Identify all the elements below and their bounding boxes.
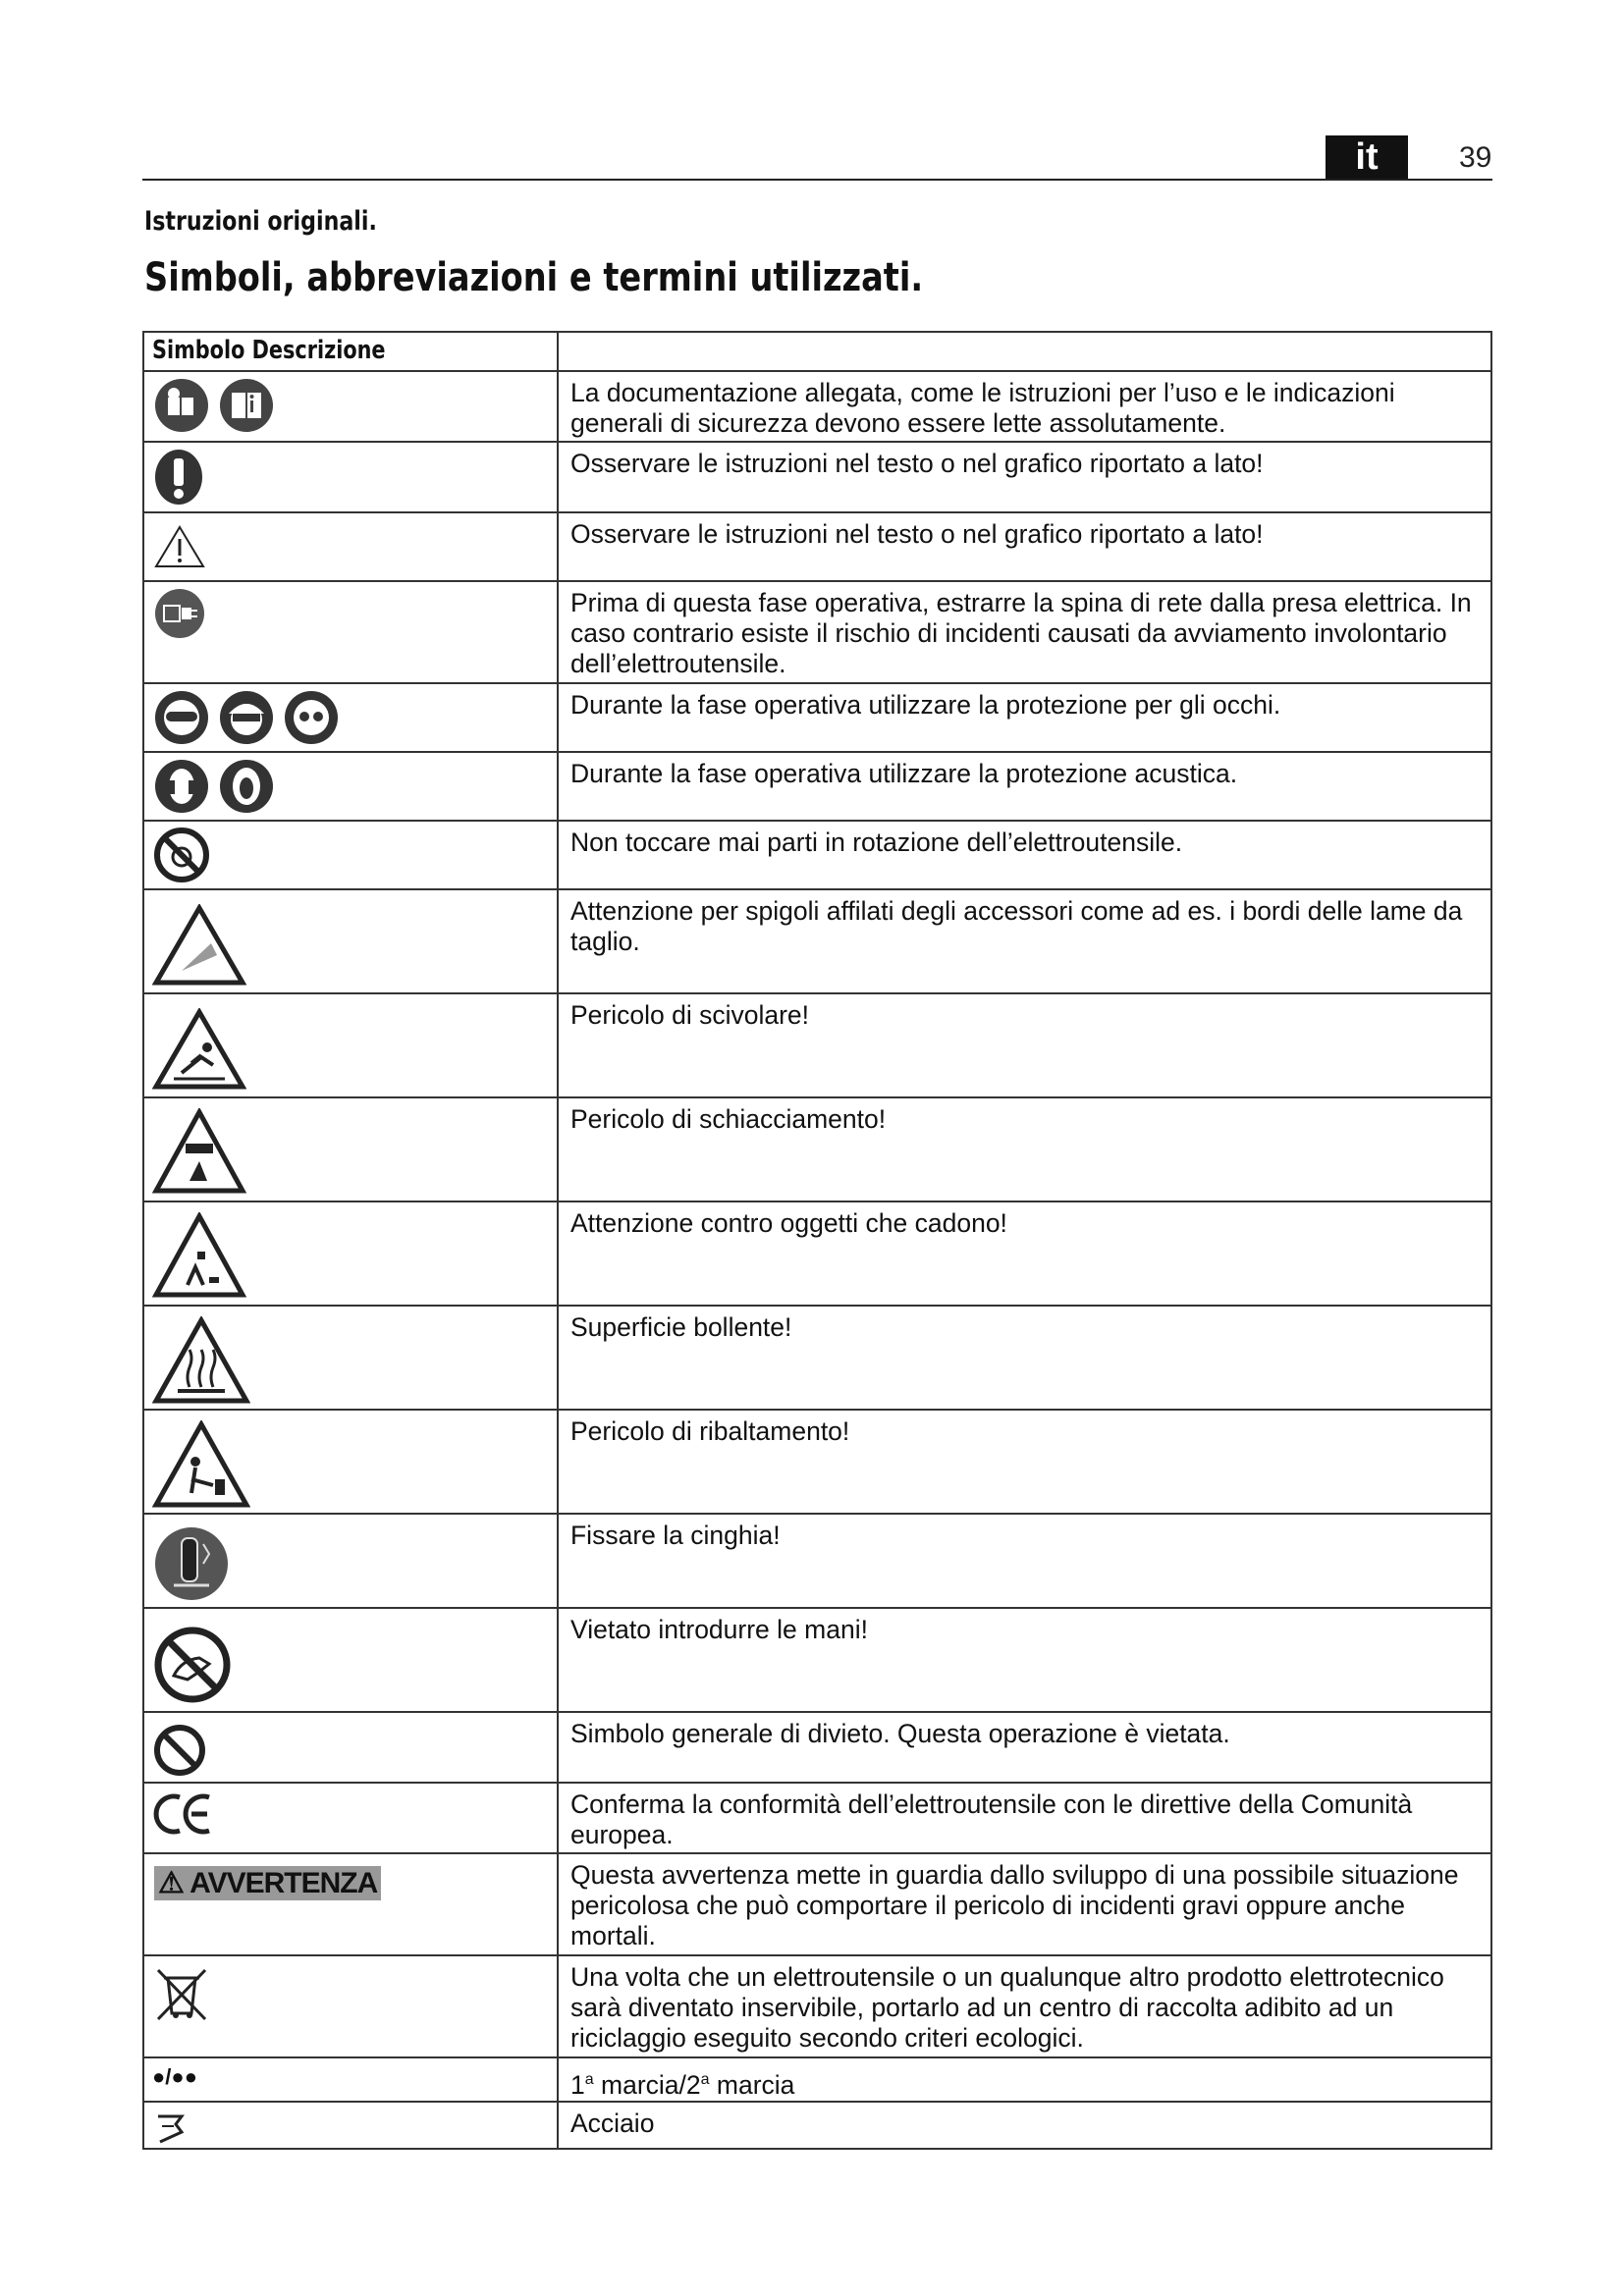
table-row [143, 512, 1491, 581]
table-row [143, 371, 1491, 442]
table-row [143, 442, 1491, 512]
warning-triangle-icon [152, 517, 207, 572]
table-row [143, 1514, 1491, 1608]
read-manual-icon [152, 376, 211, 435]
table-row [143, 1097, 1491, 1201]
slip-warning-icon [152, 1008, 246, 1091]
description: Non toccare mai parti in rotazione dell’elettroutensile. [558, 821, 1491, 889]
description: 1$^a$ marcia/2$^a$ marcia [558, 2057, 1491, 2102]
fasten-strap-icon [152, 1524, 231, 1603]
description: Attenzione per spigoli affilati degli accessori come ad es. i bordi delle lame da taglio. [558, 889, 1491, 993]
ear-muffs-icon [217, 757, 276, 816]
description: Fissare la cinghia! [558, 1514, 1491, 1608]
section-title: Simboli, abbreviazioni e termini utilizzati. [144, 255, 924, 300]
table-row [143, 1201, 1491, 1306]
description: La documentazione allegata, come le istruzioni per l’uso e le indicazioni generali di sicurezza devono essere lette assolutamente. [558, 371, 1491, 442]
table-row [143, 1608, 1491, 1712]
hot-surface-warning-icon [152, 1316, 250, 1407]
warning-badge [154, 1866, 381, 1900]
table-header-row [143, 332, 1491, 371]
description: Pericolo di scivolare! [558, 993, 1491, 1097]
sharp-edges-warning-icon [152, 904, 246, 987]
header-rule [142, 179, 1492, 181]
description: Una volta che un elettroutensile o un qualunque altro prodotto elettrotecnico sarà diventato inservibile, portarlo ad un centro di raccolta adibito ad un riciclaggio eseguito secondo criteri ecologici. [558, 1955, 1491, 2057]
prohibition-icon [152, 1723, 207, 1778]
unplug-icon [152, 586, 207, 641]
description: Simbolo generale di divieto. Questa operazione è vietata. [558, 1712, 1491, 1783]
recycling-bin-icon [152, 1964, 211, 2025]
original-instructions-note: Istruzioni originali. [144, 206, 377, 237]
table-row [143, 1410, 1491, 1514]
goggles-protection-icon [282, 688, 341, 747]
description: Durante la fase operativa utilizzare la protezione acustica. [558, 752, 1491, 821]
mandatory-action-icon [152, 447, 205, 507]
table-row [143, 2102, 1491, 2149]
warning-badge-label: AVVERTENZA [189, 1867, 378, 1899]
table-row [143, 1783, 1491, 1853]
description: Durante la fase operativa utilizzare la protezione per gli occhi. [558, 683, 1491, 752]
description: Vietato introdurre le mani! [558, 1608, 1491, 1712]
crush-warning-icon [152, 1108, 246, 1197]
table-row [143, 1712, 1491, 1783]
table-header-label: Simbolo Descrizione [152, 336, 386, 365]
tipping-warning-icon [152, 1420, 250, 1511]
info-manual-icon [217, 376, 276, 435]
table-row [143, 1955, 1491, 2057]
table-row [143, 1853, 1491, 1955]
ce-mark-icon [152, 1789, 215, 1839]
table-row [143, 889, 1491, 993]
description: Questa avvertenza mette in guardia dallo sviluppo di una possibile situazione pericolosa che può comportare il pericolo di incidenti gravi oppure anche mortali. [558, 1853, 1491, 1955]
description: Superficie bollente! [558, 1306, 1491, 1410]
eye-protection-icon [152, 688, 211, 747]
ear-protection-icon [152, 757, 211, 816]
description: Prima di questa fase operativa, estrarre la spina di rete dalla presa elettrica. In caso contrario esiste il rischio di incidenti causati da avviamento involontario dell’elettroutensile. [558, 581, 1491, 683]
table-row [143, 683, 1491, 752]
warning-triangle-icon: ⚠ [158, 1867, 184, 1899]
description: Acciaio [558, 2102, 1491, 2149]
description: Conferma la conformità dell’elettroutensile con le direttive della Comunità europea. [558, 1783, 1491, 1853]
table-row [143, 821, 1491, 889]
description: Osservare le istruzioni nel testo o nel grafico riportato a lato! [558, 442, 1491, 512]
description: Pericolo di schiacciamento! [558, 1097, 1491, 1201]
table-row [143, 581, 1491, 683]
language-tab: it [1326, 135, 1408, 179]
description: Pericolo di ribaltamento! [558, 1410, 1491, 1514]
table-row [143, 993, 1491, 1097]
falling-objects-warning-icon [152, 1212, 246, 1301]
page-number: 39 [1459, 141, 1492, 174]
description: Attenzione contro oggetti che cadono! [558, 1201, 1491, 1306]
symbols-table [142, 331, 1492, 2150]
steel-icon [152, 2109, 189, 2146]
table-row [143, 752, 1491, 821]
no-hands-icon [152, 1625, 233, 1705]
helmet-protection-icon [217, 688, 276, 747]
description: Osservare le istruzioni nel testo o nel grafico riportato a lato! [558, 512, 1491, 581]
table-row [143, 1306, 1491, 1410]
gear-dots: ●/●● [152, 2064, 197, 2089]
no-touch-rotating-icon [152, 826, 211, 884]
table-row [143, 2057, 1491, 2102]
